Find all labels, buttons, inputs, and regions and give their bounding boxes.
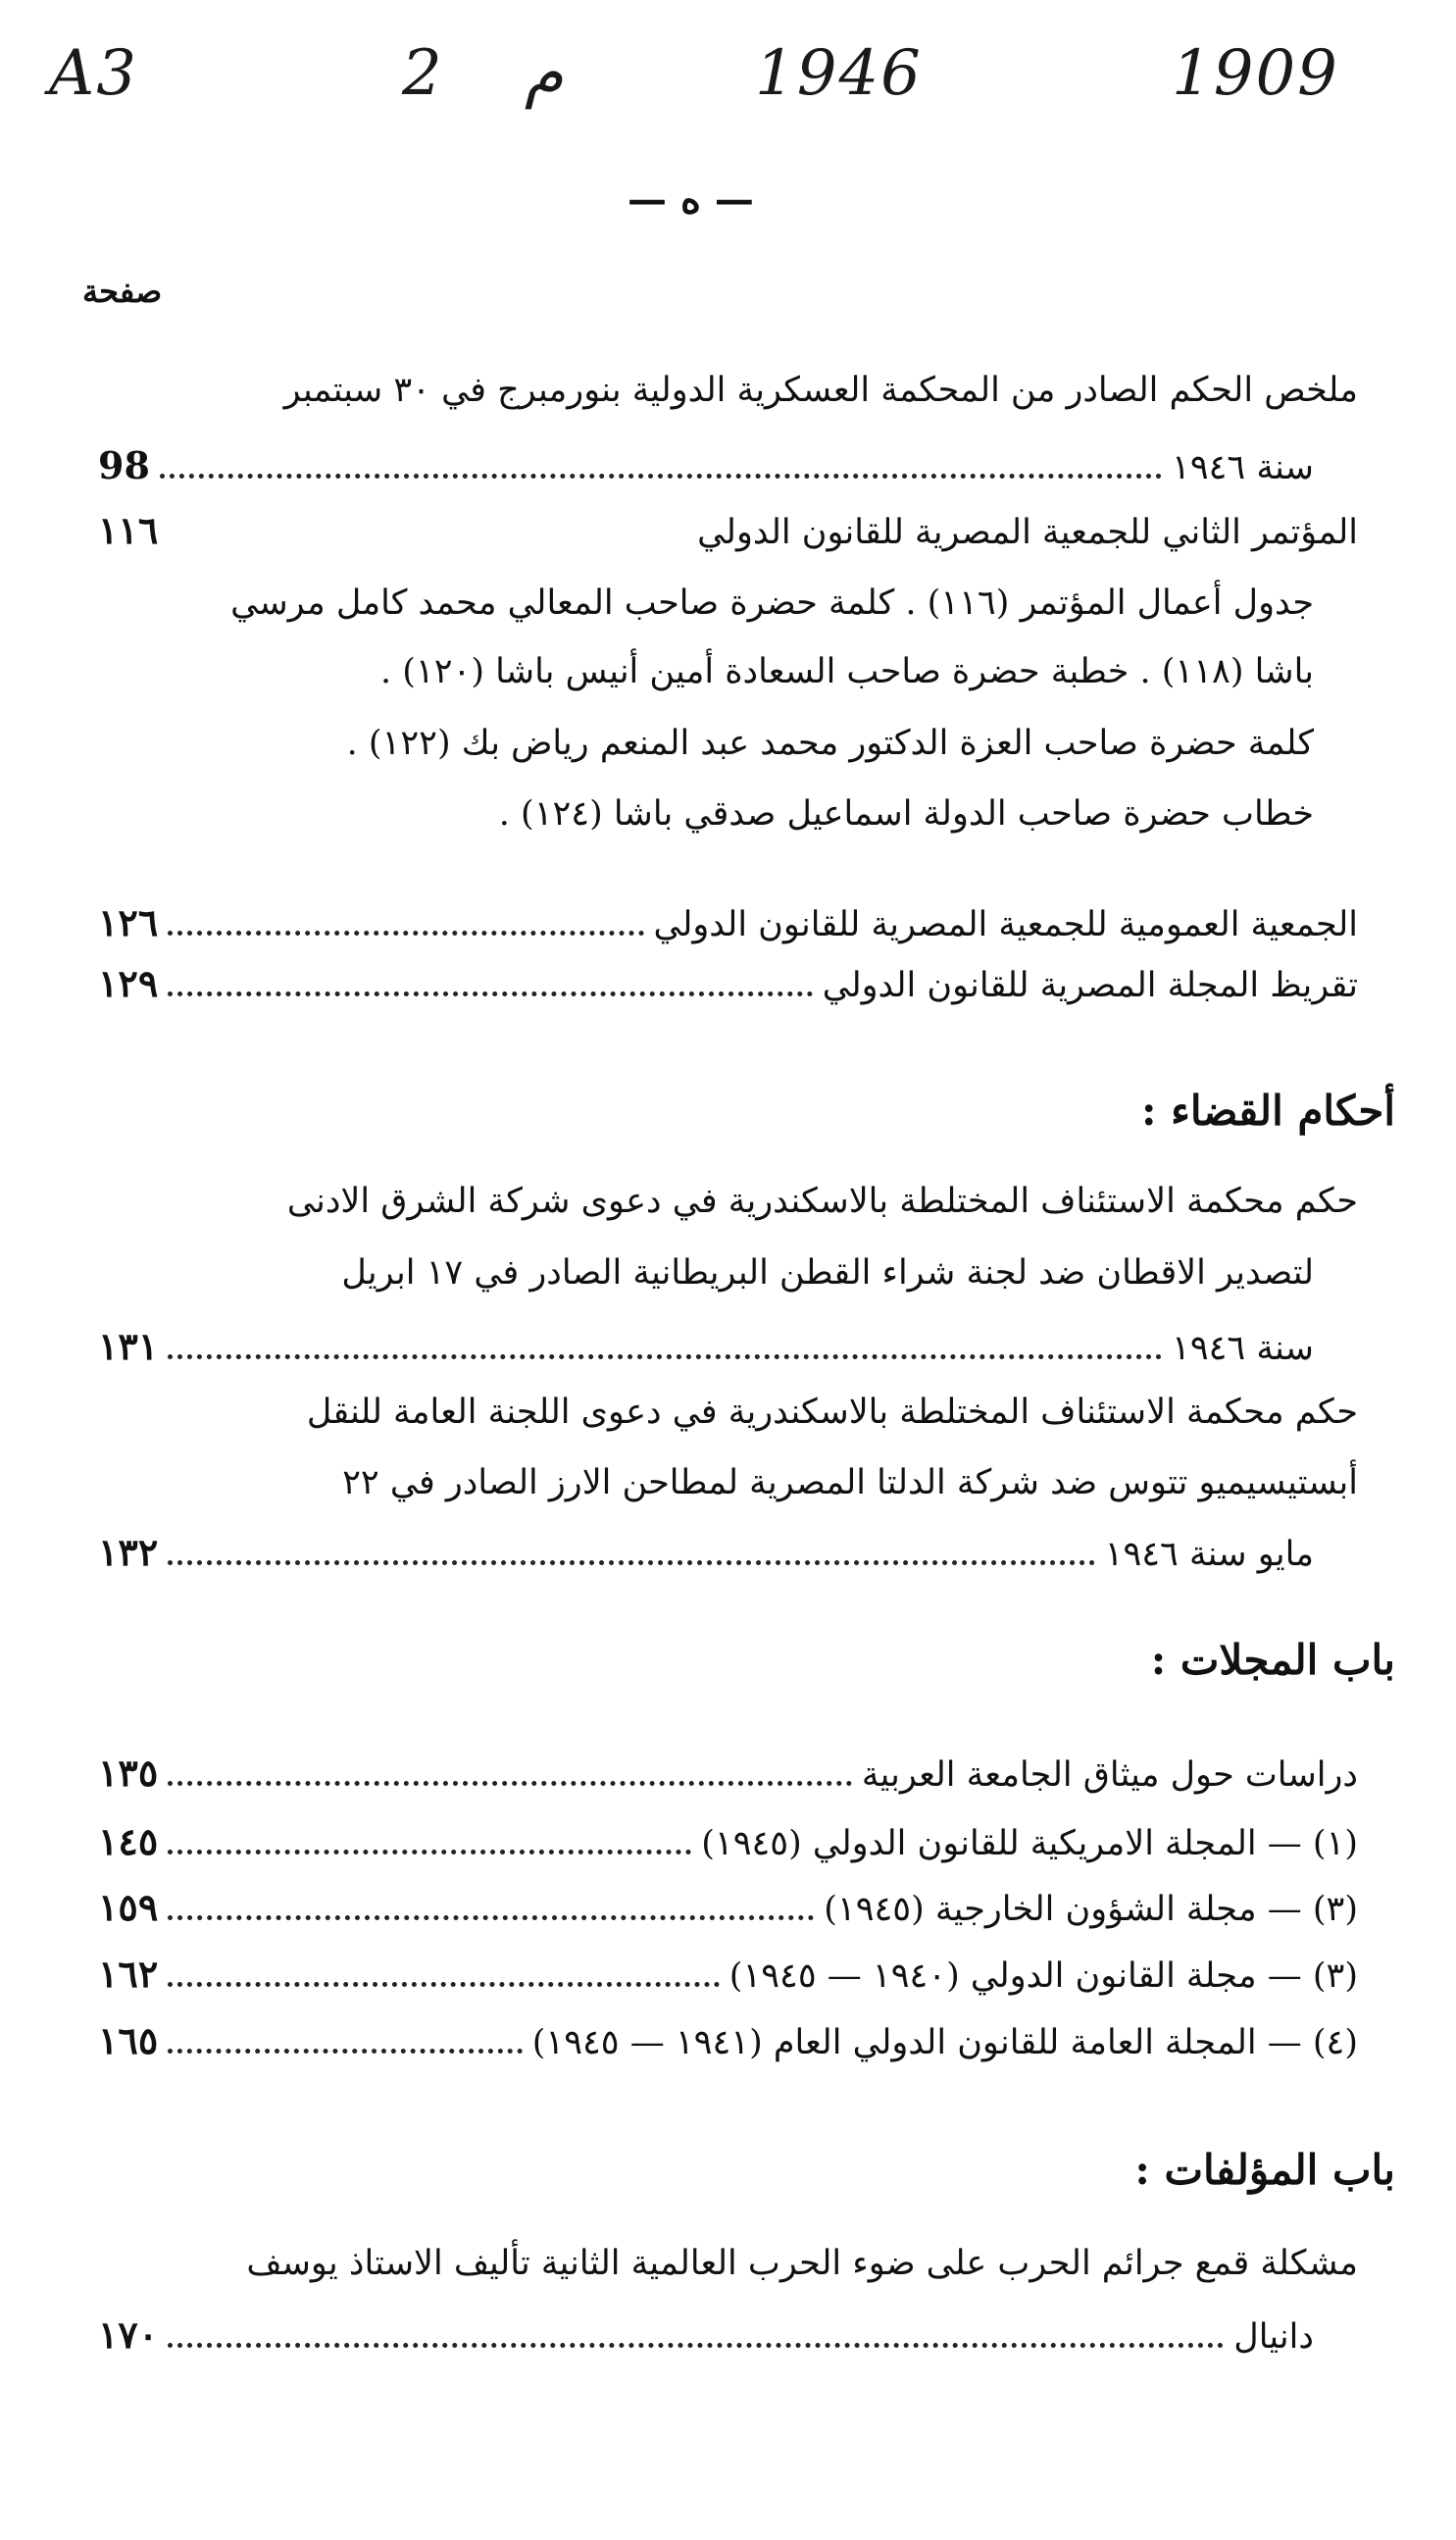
toc-entry (98, 1885, 1358, 1929)
dot-leader (160, 474, 1162, 479)
toc-entry-text: (٣) — مجلة القانون الدولي (١٩٤٠ — ١٩٤٥) (728, 1956, 1358, 1996)
handwritten-1909: 1909 (1172, 37, 1339, 110)
toc-entry (98, 1952, 1358, 1996)
page-mark: — ه — (628, 177, 754, 223)
toc-entry (98, 1751, 1358, 1795)
toc-line: حكم محكمة الاستئناف المختلطة بالاسكندرية في دعوى شركة الشرق الادنى (286, 1182, 1358, 1221)
dot-leader (168, 1781, 852, 1786)
handwritten-mim: م (525, 37, 564, 110)
dot-leader (168, 1915, 814, 1920)
toc-entry (98, 1819, 1358, 1863)
toc-page-number: 98 (98, 443, 150, 487)
toc-line: مشكلة قمع جرائم الحرب على ضوء الحرب العالمية الثانية تأليف الاستاذ يوسف (246, 2244, 1358, 2283)
toc-entry-text: (٤) — المجلة العامة للقانون الدولي العام (١٩٤١ — ١٩٤٥) (531, 2023, 1358, 2062)
toc-entry-text: (١) — المجلة الامريكية للقانون الدولي (١٩٤٥) (701, 1824, 1358, 1863)
toc-page-number: ١٧٠ (98, 2312, 159, 2357)
dot-leader (168, 1850, 691, 1854)
dot-leader (168, 1354, 1162, 1359)
toc-page-number: ١٤٥ (98, 1819, 159, 1863)
toc-entry (98, 2018, 1358, 2062)
dot-leader (168, 2343, 1224, 2348)
dot-leader (168, 2049, 523, 2054)
toc-line: لتصدير الاقطان ضد لجنة شراء القطن البريطانية الصادر في ١٧ ابريل (341, 1253, 1314, 1293)
toc-page-number: ١٣٥ (98, 1751, 159, 1795)
toc-page-number: ١٥٩ (98, 1885, 159, 1929)
toc-entry (98, 508, 1358, 552)
toc-entry (98, 1530, 1358, 1574)
toc-page-number: ١١٦ (98, 508, 159, 552)
section-title-journals: باب المجلات : (1150, 1636, 1395, 1684)
section-title-books: باب المؤلفات : (1134, 2146, 1395, 2194)
toc-line: أبستيسيميو تتوس ضد شركة الدلتا المصرية لمطاحن الارز الصادر في ٢٢ (342, 1463, 1358, 1502)
toc-page-number: ١٦٢ (98, 1952, 159, 1996)
handwritten-a3: A3 (49, 37, 138, 110)
toc-page-number: ١٦٥ (98, 2018, 159, 2062)
handwritten-2: 2 (402, 37, 444, 110)
toc-subline: خطاب حضرة صاحب الدولة اسماعيل صدقي باشا (١٢٤) . (498, 794, 1314, 834)
toc-page-number: ١٣١ (98, 1324, 159, 1368)
page-column-header: صفحة (82, 273, 163, 310)
toc-page-number: ١٢٦ (98, 900, 159, 944)
toc-subline: كلمة حضرة صاحب العزة الدكتور محمد عبد المنعم رياض بك (١٢٢) . (346, 724, 1314, 763)
toc-entry-text: دراسات حول ميثاق الجامعة العربية (861, 1755, 1358, 1795)
toc-entry (98, 2312, 1358, 2357)
toc-entry-text: (٣) — مجلة الشؤون الخارجية (١٩٤٥) (824, 1890, 1358, 1929)
toc-entry (98, 443, 1358, 487)
toc-entry-text: دانيال (1233, 2317, 1314, 2357)
dot-leader (168, 1560, 1094, 1565)
dot-leader (168, 1982, 720, 1987)
section-title-courts: أحكام القضاء : (1140, 1087, 1395, 1135)
toc-entry-text: الجمعية العمومية للجمعية المصرية للقانون الدولي (653, 905, 1358, 944)
toc-entry (98, 961, 1358, 1005)
handwritten-year: 1946 (755, 37, 923, 110)
toc-entry (98, 900, 1358, 944)
toc-subline: باشا (١١٨) . خطبة حضرة صاحب السعادة أمين أنيس باشا (١٢٠) . (380, 652, 1314, 691)
toc-entry-text: سنة ١٩٤٦ (1172, 1329, 1314, 1368)
toc-line: حكم محكمة الاستئناف المختلطة بالاسكندرية في دعوى اللجنة العامة للنقل (306, 1393, 1358, 1432)
toc-entry (98, 1324, 1358, 1368)
toc-subline: جدول أعمال المؤتمر (١١٦) . كلمة حضرة صاحب المعالي محمد كامل مرسي (230, 584, 1314, 623)
dot-leader (168, 931, 643, 936)
toc-entry-text: المؤتمر الثاني للجمعية المصرية للقانون الدولي (697, 513, 1358, 552)
toc-entry-text: مايو سنة ١٩٤٦ (1104, 1535, 1314, 1574)
dot-leader (168, 991, 813, 996)
toc-entry-text: سنة ١٩٤٦ (1172, 448, 1314, 487)
toc-page-number: ١٣٢ (98, 1530, 159, 1574)
toc-page-number: ١٢٩ (98, 961, 159, 1005)
toc-entry-text: تقريظ المجلة المصرية للقانون الدولي (822, 966, 1358, 1005)
toc-line: ملخص الحكم الصادر من المحكمة العسكرية الدولية بنورمبرج في ٣٠ سبتمبر (283, 371, 1358, 410)
